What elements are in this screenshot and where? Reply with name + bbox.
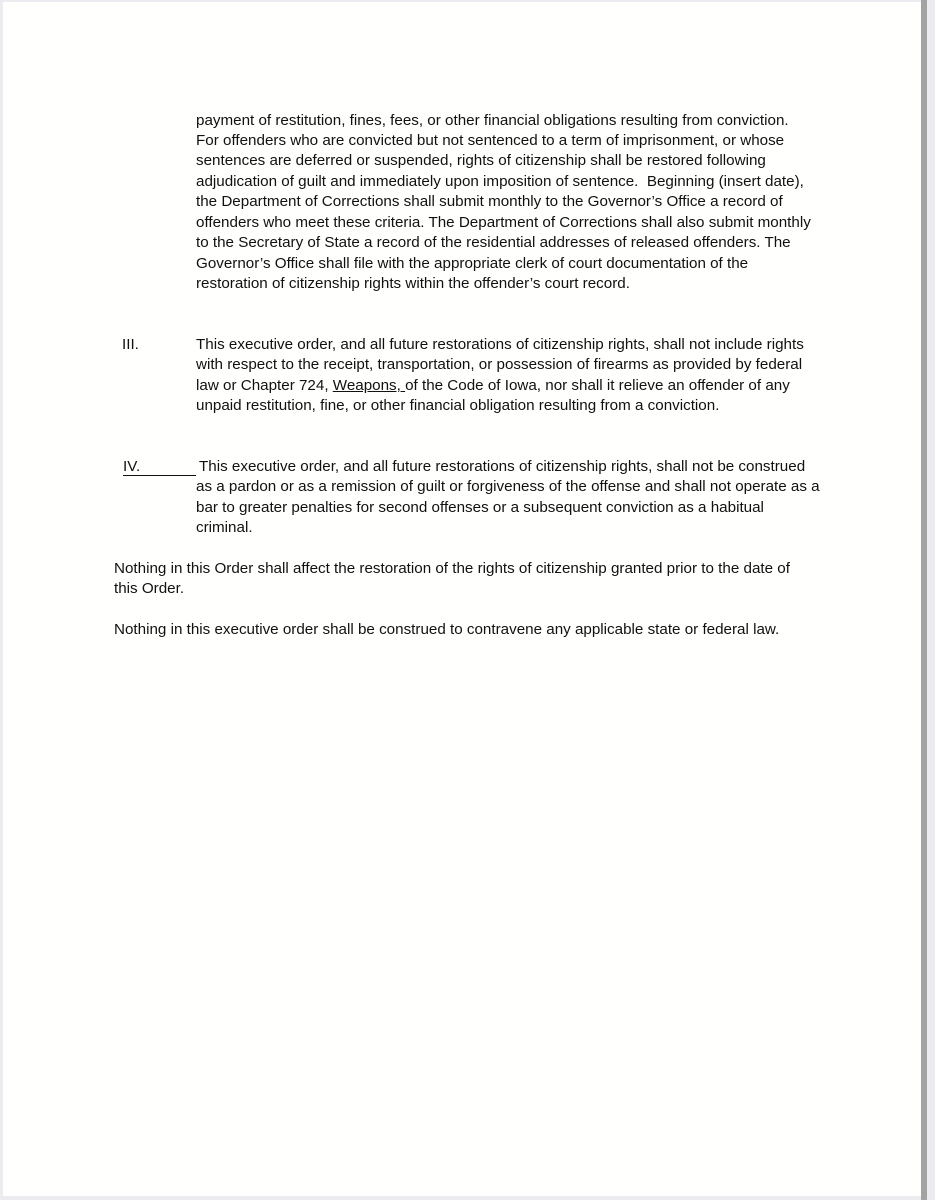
page-margin xyxy=(927,0,935,1200)
section-line: This executive order, and all future restorations of citizenship rights, shall not be construed xyxy=(199,458,806,475)
paragraph-line: payment of restitution, fines, fees, or other financial obligations resulting from conviction. xyxy=(196,112,789,129)
paragraph-line: offenders who meet these criteria. The Department of Corrections shall also submit monthly xyxy=(196,214,811,231)
paragraph-line: sentences are deferred or suspended, rights of citizenship shall be restored following xyxy=(196,152,766,169)
text-segment: law or Chapter 724, xyxy=(196,377,333,394)
section-number: III. xyxy=(122,336,139,353)
paragraph-line: Governor’s Office shall file with the appropriate clerk of court documentation of the xyxy=(196,255,749,272)
paragraph-line: restoration of citizenship rights within the offender’s court record. xyxy=(196,275,630,292)
section-line xyxy=(196,376,790,396)
paragraph-line: the Department of Corrections shall submit monthly to the Governor’s Office a record of xyxy=(196,193,783,210)
section-line: as a pardon or as a remission of guilt or forgiveness of the offense and shall not operate as a xyxy=(196,478,820,495)
paragraph-line: adjudication of guilt and immediately upon imposition of sentence. Beginning (insert date), xyxy=(196,173,804,190)
section-line: criminal. xyxy=(196,519,253,536)
section-line: bar to greater penalties for second offenses or a subsequent conviction as a habitual xyxy=(196,499,764,516)
paragraph-line: to the Secretary of State a record of the residential addresses of released offenders. The xyxy=(196,234,791,251)
paragraph-line: For offenders who are convicted but not sentenced to a term of imprisonment, or whose xyxy=(196,132,785,149)
closing-line: Nothing in this executive order shall be construed to contravene any applicable state or federal law. xyxy=(114,621,780,638)
closing-line: this Order. xyxy=(114,580,185,597)
section-line: unpaid restitution, fine, or other financial obligation resulting from a conviction. xyxy=(196,397,720,414)
section-line: This executive order, and all future restorations of citizenship rights, shall not include rights xyxy=(196,336,804,353)
section-number: IV. xyxy=(123,458,196,476)
closing-line: Nothing in this Order shall affect the restoration of the rights of citizenship granted prior to the date of xyxy=(114,560,790,577)
text-segment: of the Code of Iowa, nor shall it relieve an offender of any xyxy=(405,377,790,394)
underlined-title: Weapons, xyxy=(332,377,406,394)
section-line: with respect to the receipt, transportation, or possession of firearms as provided by federal xyxy=(196,356,803,373)
